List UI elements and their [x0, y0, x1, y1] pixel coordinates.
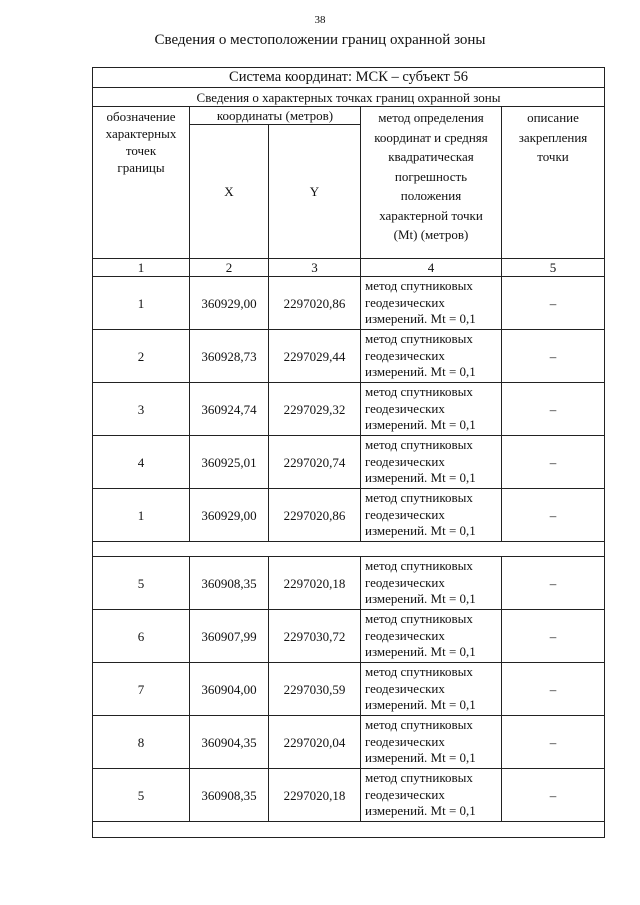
method-cell — [361, 716, 502, 769]
method-line: метод спутниковых — [365, 490, 473, 506]
method-line: геодезических — [365, 294, 445, 310]
header-text: описание — [527, 110, 579, 125]
header-text: обозначение — [106, 109, 176, 124]
description-cell: – — [502, 716, 605, 769]
method-line: геодезических — [365, 453, 445, 469]
y-coordinate-cell: 2297020,04 — [269, 716, 361, 769]
y-coordinate-cell: 2297020,86 — [269, 489, 361, 542]
method-line: геодезических — [365, 786, 445, 802]
method-line: метод спутниковых — [365, 717, 473, 733]
method-line: метод спутниковых — [365, 558, 473, 574]
method-cell — [361, 330, 502, 383]
header-text: погрешность — [394, 168, 468, 184]
method-line: метод спутниковых — [365, 664, 473, 680]
y-coordinate-cell: 2297029,44 — [269, 330, 361, 383]
method-cell — [361, 663, 502, 716]
header-text: (Mt) (метров) — [393, 227, 469, 242]
point-cell: 1 — [93, 489, 190, 542]
method-line: метод спутниковых — [365, 770, 473, 786]
table-row — [93, 557, 605, 610]
header-text: координат и средняя — [374, 129, 488, 145]
y-coordinate-cell: 2297020,18 — [269, 557, 361, 610]
header-text: метод определения — [378, 110, 484, 125]
separator-cell — [93, 542, 605, 557]
method-line: измерений. Mt = 0,1 — [365, 311, 476, 327]
header-text: закрепления — [518, 129, 588, 145]
header-description — [502, 107, 605, 259]
table-row — [93, 663, 605, 716]
description-cell: – — [502, 610, 605, 663]
method-cell — [361, 277, 502, 330]
table-row — [93, 769, 605, 822]
method-line: измерений. Mt = 0,1 — [365, 750, 476, 766]
point-cell: 5 — [93, 557, 190, 610]
header-text: характерных — [105, 126, 177, 141]
y-coordinate-cell: 2297030,72 — [269, 610, 361, 663]
point-cell: 6 — [93, 610, 190, 663]
group-separator — [93, 542, 605, 557]
description-cell: – — [502, 769, 605, 822]
method-cell — [361, 489, 502, 542]
coordinates-table — [92, 67, 605, 838]
header-text: точек — [125, 143, 157, 158]
method-line: геодезических — [365, 574, 445, 590]
header-text: квадратическая — [388, 149, 474, 164]
method-line: метод спутниковых — [365, 278, 473, 294]
method-line: измерений. Mt = 0,1 — [365, 697, 476, 713]
method-line: метод спутниковых — [365, 611, 473, 627]
method-line: геодезических — [365, 680, 445, 696]
description-cell: – — [502, 330, 605, 383]
x-coordinate-cell: 360928,73 — [190, 330, 269, 383]
method-line: измерений. Mt = 0,1 — [365, 591, 476, 607]
table-row — [93, 436, 605, 489]
description-cell: – — [502, 436, 605, 489]
column-number: 3 — [269, 259, 361, 277]
description-cell: – — [502, 663, 605, 716]
subtitle-row — [93, 88, 605, 107]
column-number-row — [93, 259, 605, 277]
x-coordinate-cell: 360908,35 — [190, 557, 269, 610]
method-cell — [361, 436, 502, 489]
table-row — [93, 330, 605, 383]
method-line: геодезических — [365, 506, 445, 522]
method-line: метод спутниковых — [365, 331, 473, 347]
column-number: 2 — [190, 259, 269, 277]
description-cell: – — [502, 557, 605, 610]
table-row — [93, 383, 605, 436]
x-coordinate-cell: 360924,74 — [190, 383, 269, 436]
header-text: точки — [537, 149, 569, 164]
header-text: характерной точки — [379, 207, 483, 223]
point-cell: 1 — [93, 277, 190, 330]
y-coordinate-cell: 2297020,74 — [269, 436, 361, 489]
x-coordinate-cell: 360925,01 — [190, 436, 269, 489]
coordinate-system: Система координат: МСК – субъект 56 — [93, 68, 605, 88]
y-coordinate-cell: 2297029,32 — [269, 383, 361, 436]
x-coordinate-cell: 360904,00 — [190, 663, 269, 716]
table-row — [93, 716, 605, 769]
y-coordinate-cell: 2297020,86 — [269, 277, 361, 330]
x-coordinate-cell: 360904,35 — [190, 716, 269, 769]
header-x: X — [190, 125, 269, 259]
method-cell — [361, 383, 502, 436]
y-coordinate-cell: 2297030,59 — [269, 663, 361, 716]
page-title: Сведения о местоположении границ охранной зоны — [154, 32, 486, 48]
header-coordinates: координаты (метров) — [190, 107, 361, 125]
method-cell — [361, 610, 502, 663]
x-coordinate-cell: 360908,35 — [190, 769, 269, 822]
y-coordinate-cell: 2297020,18 — [269, 769, 361, 822]
description-cell: – — [502, 277, 605, 330]
method-line: геодезических — [365, 347, 445, 363]
method-line: измерений. Mt = 0,1 — [365, 644, 476, 660]
point-cell: 4 — [93, 436, 190, 489]
header-y: Y — [269, 125, 361, 259]
column-number: 5 — [502, 259, 605, 277]
description-cell: – — [502, 489, 605, 542]
x-coordinate-cell: 360929,00 — [190, 489, 269, 542]
header-text: положения — [400, 188, 462, 203]
header-point-designation — [93, 107, 190, 259]
column-number: 1 — [93, 259, 190, 277]
header-row-1 — [93, 107, 605, 125]
method-line: измерений. Mt = 0,1 — [365, 364, 476, 380]
method-line: метод спутниковых — [365, 437, 473, 453]
system-row — [93, 68, 605, 88]
method-line: геодезических — [365, 733, 445, 749]
method-line: геодезических — [365, 627, 445, 643]
table-row — [93, 610, 605, 663]
method-line: метод спутниковых — [365, 384, 473, 400]
table-row — [93, 489, 605, 542]
table-subtitle: Сведения о характерных точках границ охранной зоны — [93, 88, 605, 107]
header-method — [361, 107, 502, 259]
end-cell — [93, 822, 605, 838]
x-coordinate-cell: 360929,00 — [190, 277, 269, 330]
description-cell: – — [502, 383, 605, 436]
page-number: 38 — [314, 14, 326, 26]
table-end-row — [93, 822, 605, 838]
x-coordinate-cell: 360907,99 — [190, 610, 269, 663]
method-line: измерений. Mt = 0,1 — [365, 803, 476, 819]
method-cell — [361, 769, 502, 822]
point-cell: 8 — [93, 716, 190, 769]
point-cell: 7 — [93, 663, 190, 716]
method-line: измерений. Mt = 0,1 — [365, 417, 476, 433]
point-cell: 3 — [93, 383, 190, 436]
column-number: 4 — [361, 259, 502, 277]
point-cell: 5 — [93, 769, 190, 822]
method-cell — [361, 557, 502, 610]
point-cell: 2 — [93, 330, 190, 383]
method-line: измерений. Mt = 0,1 — [365, 523, 476, 539]
header-text: границы — [117, 160, 165, 175]
method-line: геодезических — [365, 400, 445, 416]
table-row — [93, 277, 605, 330]
method-line: измерений. Mt = 0,1 — [365, 470, 476, 486]
